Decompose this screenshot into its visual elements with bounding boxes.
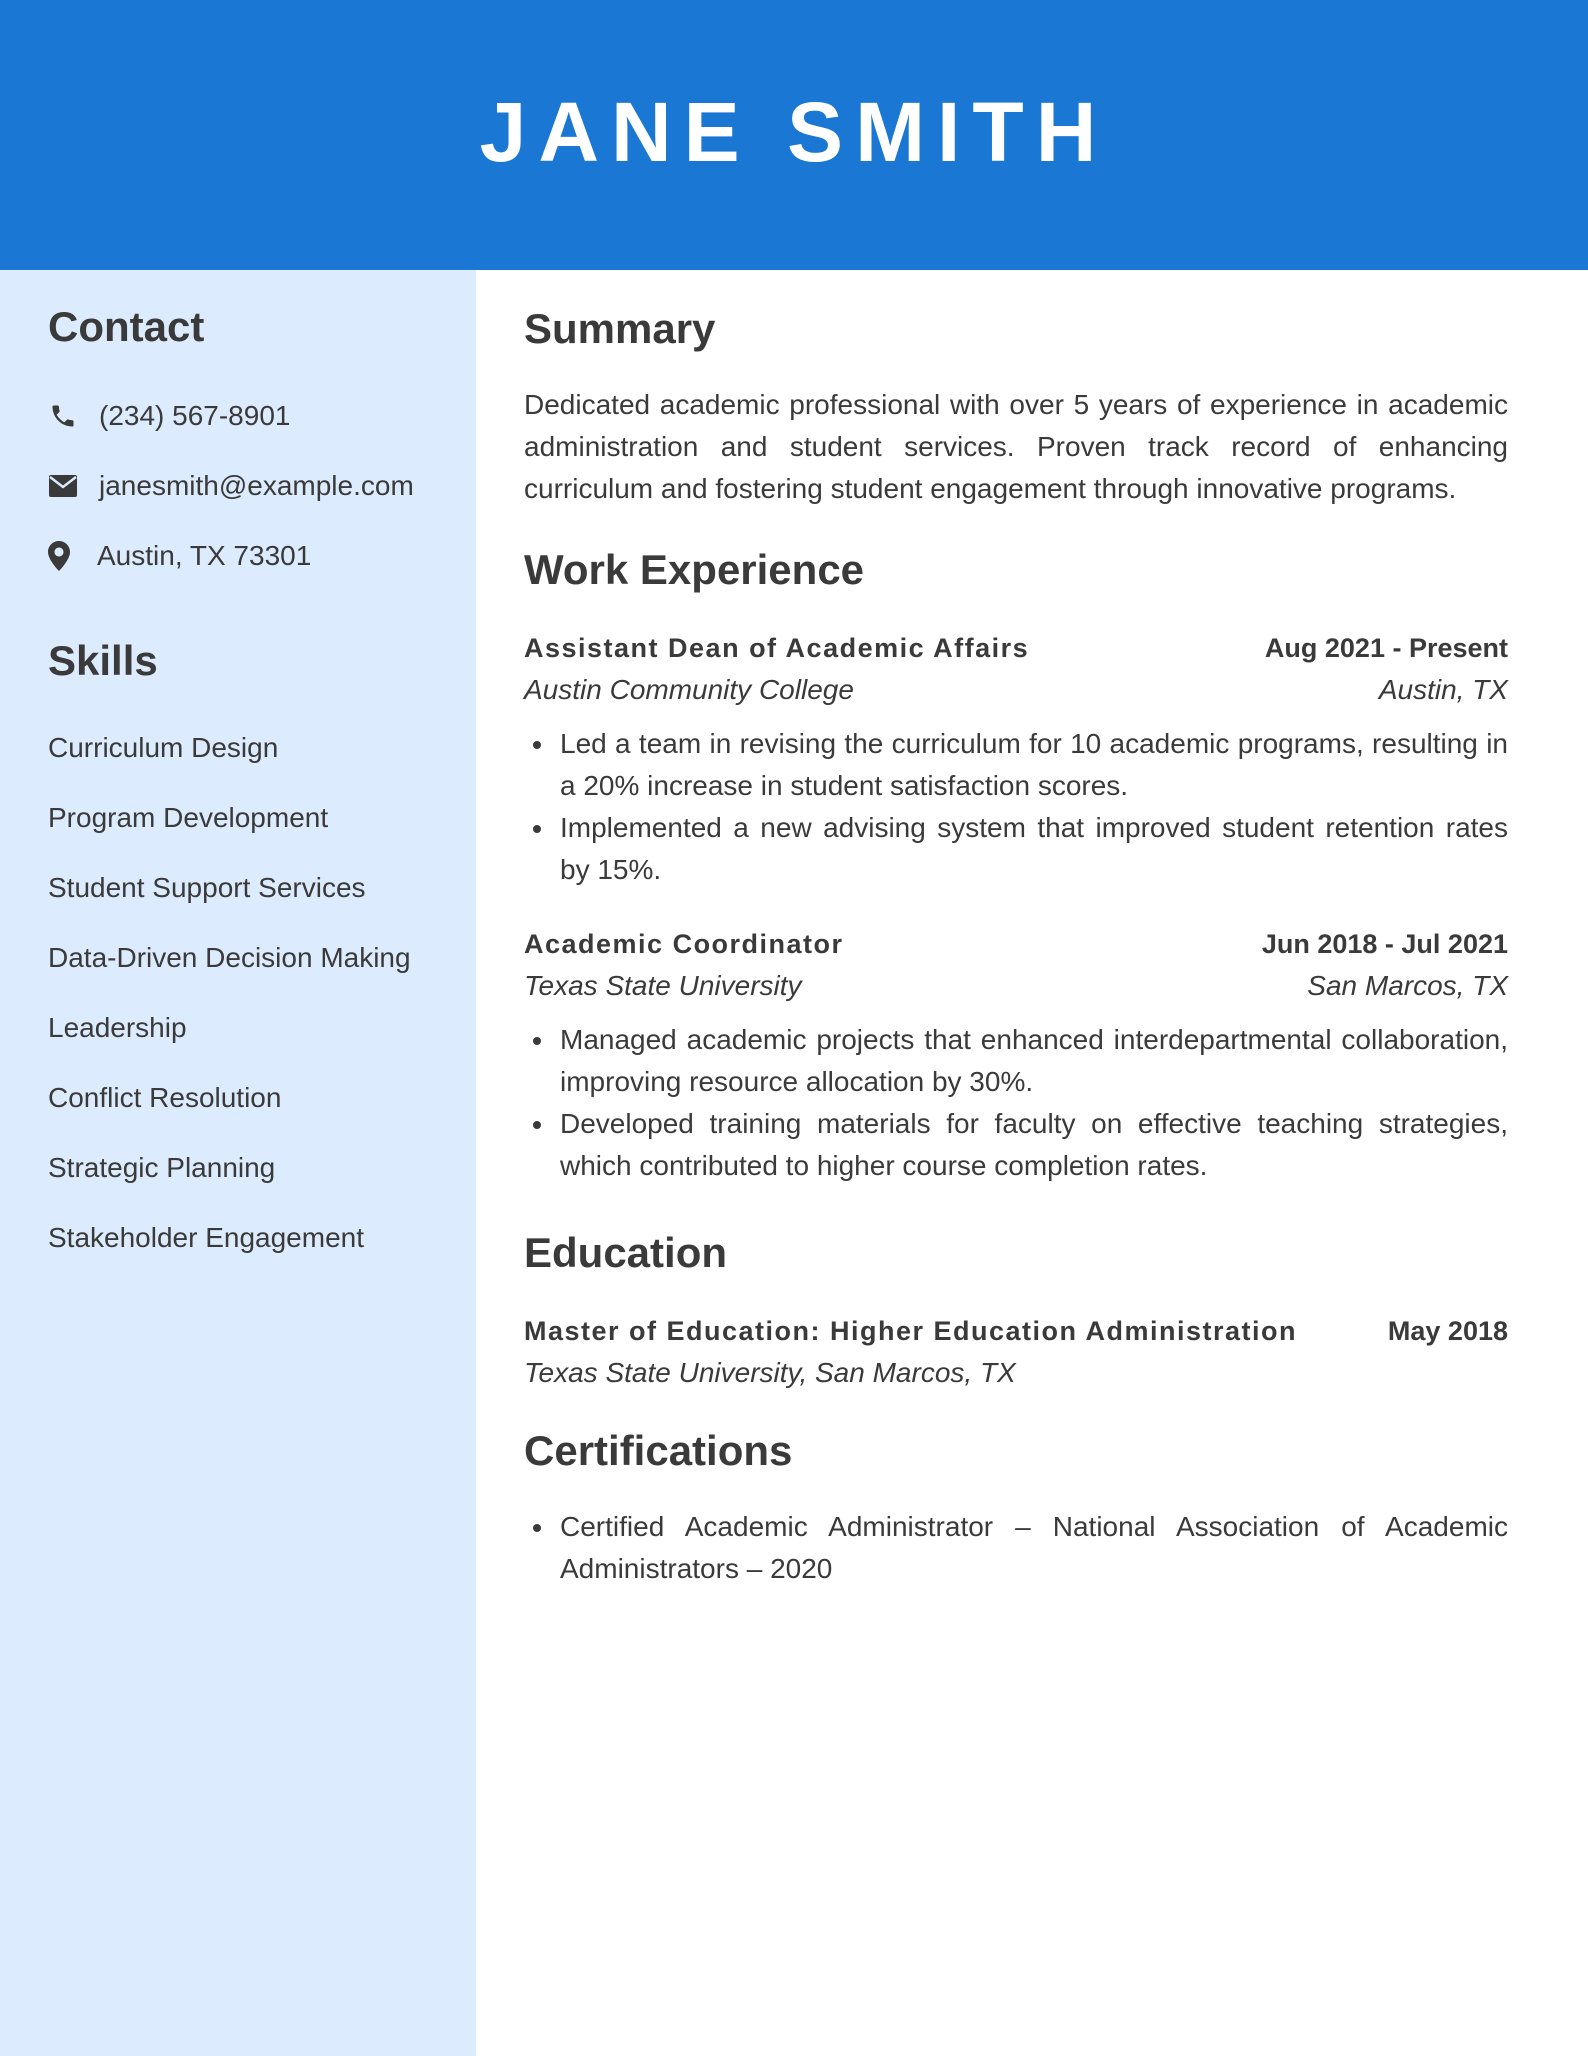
- contact-email: [48, 466, 428, 506]
- skills-heading: Skills: [48, 637, 158, 684]
- phone-text[interactable]: (234) 567-8901: [99, 400, 291, 431]
- school-name: Texas State University, San Marcos, TX: [524, 1357, 1016, 1388]
- degree-date: May 2018: [1387, 1316, 1508, 1346]
- degree-title: Master of Education: Higher Education Administration: [524, 1316, 1298, 1346]
- certification-item: Certified Academic Administrator – National Association of Academic Administrators – 2020: [560, 1506, 1508, 1590]
- summary-heading: Summary: [524, 305, 716, 352]
- skill-item: Conflict Resolution: [48, 1082, 282, 1113]
- skill-item: Strategic Planning: [48, 1152, 276, 1183]
- header-banner: [0, 0, 1588, 270]
- skill-item: Student Support Services: [48, 872, 366, 903]
- job-organization: Austin Community College: [524, 674, 854, 705]
- skill-item: Program Development: [48, 802, 329, 833]
- job-title: Academic Coordinator: [524, 929, 844, 959]
- candidate-name: JANE SMITH: [479, 85, 1109, 179]
- location-text: Austin, TX 73301: [97, 540, 312, 571]
- skill-item: Data-Driven Decision Making: [48, 942, 411, 973]
- work-experience-heading: Work Experience: [524, 546, 865, 593]
- job-dates: Aug 2021 - Present: [1264, 633, 1508, 663]
- education-heading: Education: [524, 1229, 728, 1276]
- job-location: San Marcos, TX: [1307, 970, 1508, 1001]
- contact-heading: Contact: [48, 303, 205, 350]
- map-pin-icon: [48, 541, 70, 571]
- skill-item: Curriculum Design: [48, 732, 279, 763]
- summary-text: Dedicated academic professional with over 5 years of experience in academic administration and student services. Proven track record of enhancing curriculum and fostering student engagement through innovative programs.: [524, 389, 1508, 504]
- envelope-icon: [48, 471, 78, 501]
- contact-phone: [48, 396, 428, 436]
- job-bullet: Led a team in revising the curriculum for 10 academic programs, resulting in a 20% increase in student satisfaction scores.: [560, 723, 1508, 807]
- job-dates: Jun 2018 - Jul 2021: [1261, 929, 1508, 959]
- education-entry: [524, 1310, 1508, 1394]
- job-bullet: Managed academic projects that enhanced interdepartmental collaboration, improving resource allocation by 30%.: [560, 1019, 1508, 1103]
- skill-item: Leadership: [48, 1012, 187, 1043]
- email-text[interactable]: janesmith@example.com: [99, 470, 414, 501]
- job-entry: [524, 923, 1508, 1187]
- skills-list: [48, 728, 428, 1258]
- job-bullets: [524, 723, 1508, 891]
- skill-item: Stakeholder Engagement: [48, 1222, 364, 1253]
- certifications-heading: Certifications: [524, 1427, 793, 1474]
- job-bullets: [524, 1019, 1508, 1187]
- contact-location: [48, 536, 428, 576]
- job-bullet: Implemented a new advising system that improved student retention rates by 15%.: [560, 807, 1508, 891]
- certifications-list: [524, 1506, 1508, 1590]
- job-organization: Texas State University: [524, 970, 802, 1001]
- sidebar: [0, 270, 476, 2056]
- job-entry: [524, 627, 1508, 891]
- phone-icon: [48, 401, 78, 431]
- job-title: Assistant Dean of Academic Affairs: [524, 633, 1030, 663]
- contact-list: [48, 396, 428, 576]
- job-location: Austin, TX: [1378, 674, 1508, 705]
- job-bullet: Developed training materials for faculty on effective teaching strategies, which contributed to higher course completion rates.: [560, 1103, 1508, 1187]
